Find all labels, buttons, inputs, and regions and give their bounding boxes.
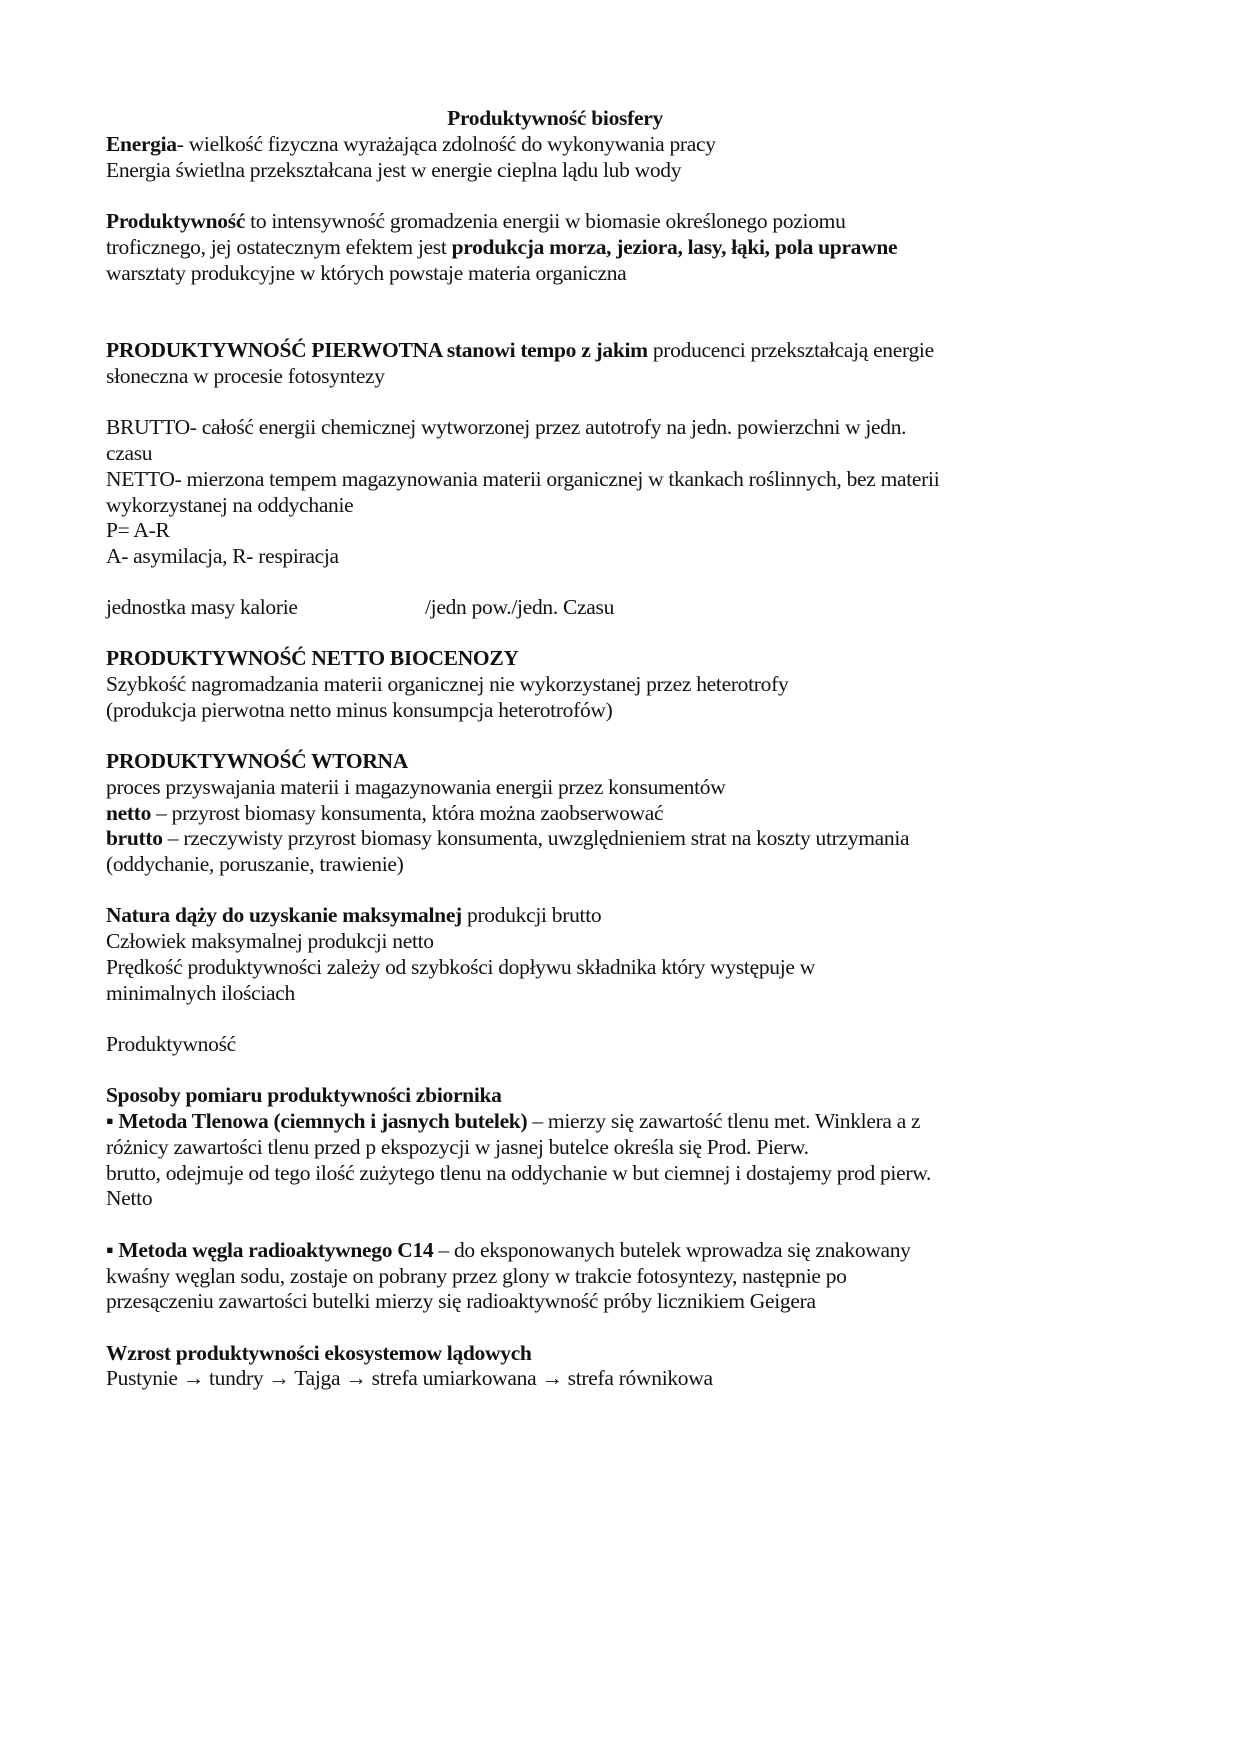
produktywnosc-term: Produktywność [106,209,246,233]
document-title: Produktywność biosfery [447,106,663,130]
wzrost-sequence: Pustynie → tundry → Tajga → strefa umiarkowana → strefa równikowa [106,1366,713,1390]
pierwotna-heading-line: PRODUKTYWNOŚĆ PIERWOTNA stanowi tempo z jakim producenci przekształcają energie [106,338,934,362]
wtorna-line4: (oddychanie, poruszanie, trawienie) [106,852,404,876]
metoda-tlenowa-line2: różnicy zawartości tlenu przed p ekspozycji w jasnej butelce określa się Prod. Pierw. [106,1135,809,1159]
produktywnosc-line2: troficznego, jej ostatecznym efektem jest produkcja morza, jeziora, lasy, łąki, pola uprawne [106,235,898,259]
wtorna-line1: proces przyswajania materii i magazynowania energii przez konsumentów [106,775,726,799]
metoda-tlenowa-line4: Netto [106,1186,153,1210]
natura-line3: Prędkość produktywności zależy od szybkości dopływu składnika który występuje w [106,955,815,979]
wtorna-heading: PRODUKTYWNOŚĆ WTORNA [106,749,409,773]
netto-biocenozy-heading: PRODUKTYWNOŚĆ NETTO BIOCENOZY [106,646,519,670]
wtorna-brutto: brutto – rzeczywisty przyrost biomasy konsumenta, uwzględnieniem strat na koszty utrzymania [106,826,910,850]
metoda-tlenowa-line3: brutto, odejmuje od tego ilość zużytego tlenu na oddychanie w but ciemnej i dostajemy prod pierw. [106,1161,932,1185]
formula: P= A-R [106,518,170,542]
netto-line1: NETTO- mierzona tempem magazynowania materii organicznej w tkankach roślinnych, bez materii [106,467,940,491]
unit-right: /jedn pow./jedn. Czasu [425,595,615,619]
metoda-c14-line3: przesączeniu zawartości butelki mierzy się radioaktywność próby licznikiem Geigera [106,1289,816,1313]
wtorna-netto: netto – przyrost biomasy konsumenta, która można zaobserwować [106,801,664,825]
bullet-icon: ▪ [106,1238,114,1262]
formula-legend: A- asymilacja, R- respiracja [106,544,339,568]
metoda-c14-line2: kwaśny węglan sodu, zostaje on pobrany przez glony w trakcie fotosyntezy, następnie po [106,1264,847,1288]
bullet-icon: ▪ [106,1109,114,1133]
natura-line1: Natura dąży do uzyskanie maksymalnej produkcji brutto [106,903,602,927]
energia-definition: Energia- wielkość fizyczna wyrażająca zdolność do wykonywania pracy [106,132,716,156]
energia-term: Energia [106,132,177,156]
produktywnosc-line1: Produktywność to intensywność gromadzenia energii w biomasie określonego poziomu [106,209,846,233]
netto-line2: wykorzystanej na oddychanie [106,493,354,517]
natura-line2: Człowiek maksymalnej produkcji netto [106,929,434,953]
pierwotna-heading: PRODUKTYWNOŚĆ PIERWOTNA [106,338,442,362]
wzrost-heading: Wzrost produktywności ekosystemow lądowych [106,1341,532,1365]
natura-line5: Produktywność [106,1032,236,1056]
sposoby-heading: Sposoby pomiaru produktywności zbiornika [106,1083,502,1107]
unit-left: jednostka masy kalorie [106,595,298,619]
netto-biocenozy-line1: Szybkość nagromadzania materii organicznej nie wykorzystanej przez heterotrofy [106,672,789,696]
metoda-c14-line1: ▪ Metoda węgla radioaktywnego C14 – do eksponowanych butelek wprowadza się znakowany [106,1238,911,1262]
energia-line2: Energia świetlna przekształcana jest w energie cieplna lądu lub wody [106,158,682,182]
metoda-tlenowa-line1: ▪ Metoda Tlenowa (ciemnych i jasnych butelek) – mierzy się zawartość tlenu met. Winklera a z [106,1109,921,1133]
brutto-line2: czasu [106,441,153,465]
produktywnosc-line3: warsztaty produkcyjne w których powstaje materia organiczna [106,261,627,285]
natura-line4: minimalnych ilościach [106,981,295,1005]
netto-biocenozy-line2: (produkcja pierwotna netto minus konsumpcja heterotrofów) [106,698,613,722]
brutto-line1: BRUTTO- całość energii chemicznej wytworzonej przez autotrofy na jedn. powierzchni w jedn. [106,415,907,439]
pierwotna-line2: słoneczna w procesie fotosyntezy [106,364,385,388]
